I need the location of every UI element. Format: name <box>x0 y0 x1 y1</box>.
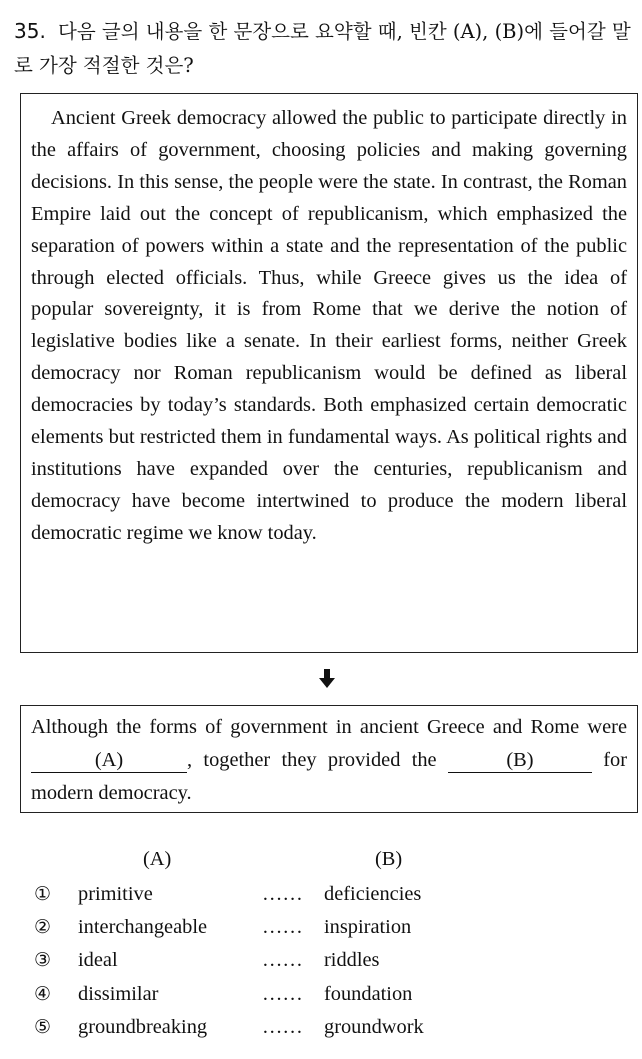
option-marker: ⑤ <box>34 1016 52 1038</box>
option-b-value: foundation <box>324 983 413 1005</box>
passage-text: Ancient Greek democracy allowed the public to participate directly in the affairs of government, choosing policies and making governing decisions. In this sense, the people were the state. In contrast, the Roman Empire laid out the concept of republicanism, which emphasized the separation of powers within a state and the representation of the public through elected officials. Thus, while Greece gives us the idea of popular sovereignty, it is from Rome that we derive the notion of legislative bodies like a senate. In their earliest forms, neither Greek democracy nor Roman republicanism would be defined as liberal democracies by today’s standards. Both emphasized certain democratic elements but restricted them in fundamental ways. As political rights and institutions have expanded over the centuries, republicanism and democracy have become intertwined to produce the modern liberal democratic regime we know today. <box>31 107 627 544</box>
option-a-value: primitive <box>78 883 153 905</box>
passage-box <box>20 93 638 653</box>
blank-a: (A) <box>31 748 187 773</box>
option-dots: …… <box>262 1016 303 1038</box>
option-b-value: riddles <box>324 949 380 971</box>
summary-text-2: , together they provided the <box>187 749 448 771</box>
option-marker: ② <box>34 916 52 938</box>
summary-text-3: for modern democracy. <box>31 749 627 804</box>
blank-b: (B) <box>448 748 592 773</box>
option-b-value: groundwork <box>324 1016 424 1038</box>
down-arrow-icon <box>316 668 338 690</box>
column-header-b: (B) <box>375 848 403 870</box>
option-dots: …… <box>262 916 303 938</box>
option-a-value: ideal <box>78 949 118 971</box>
option-dots: …… <box>262 949 303 971</box>
question-number: 35. <box>14 19 46 43</box>
option-b-value: deficiencies <box>324 883 422 905</box>
option-marker: ④ <box>34 983 52 1005</box>
column-header-a: (A) <box>143 848 172 870</box>
summary-box <box>20 705 638 813</box>
summary-text-1: Although the forms of government in ancient Greece and Rome were <box>31 716 627 738</box>
question-prompt <box>14 14 638 83</box>
option-dots: …… <box>262 983 303 1005</box>
option-marker: ③ <box>34 949 52 971</box>
option-a-value: dissimilar <box>78 983 159 1005</box>
option-dots: …… <box>262 883 303 905</box>
option-a-value: groundbreaking <box>78 1016 208 1038</box>
option-marker: ① <box>34 883 52 905</box>
option-b-value: inspiration <box>324 916 412 938</box>
option-a-value: interchangeable <box>78 916 208 938</box>
question-text: 다음 글의 내용을 한 문장으로 요약할 때, 빈칸 (A), (B)에 들어갈 말로 가장 적절한 것은? <box>14 20 631 77</box>
